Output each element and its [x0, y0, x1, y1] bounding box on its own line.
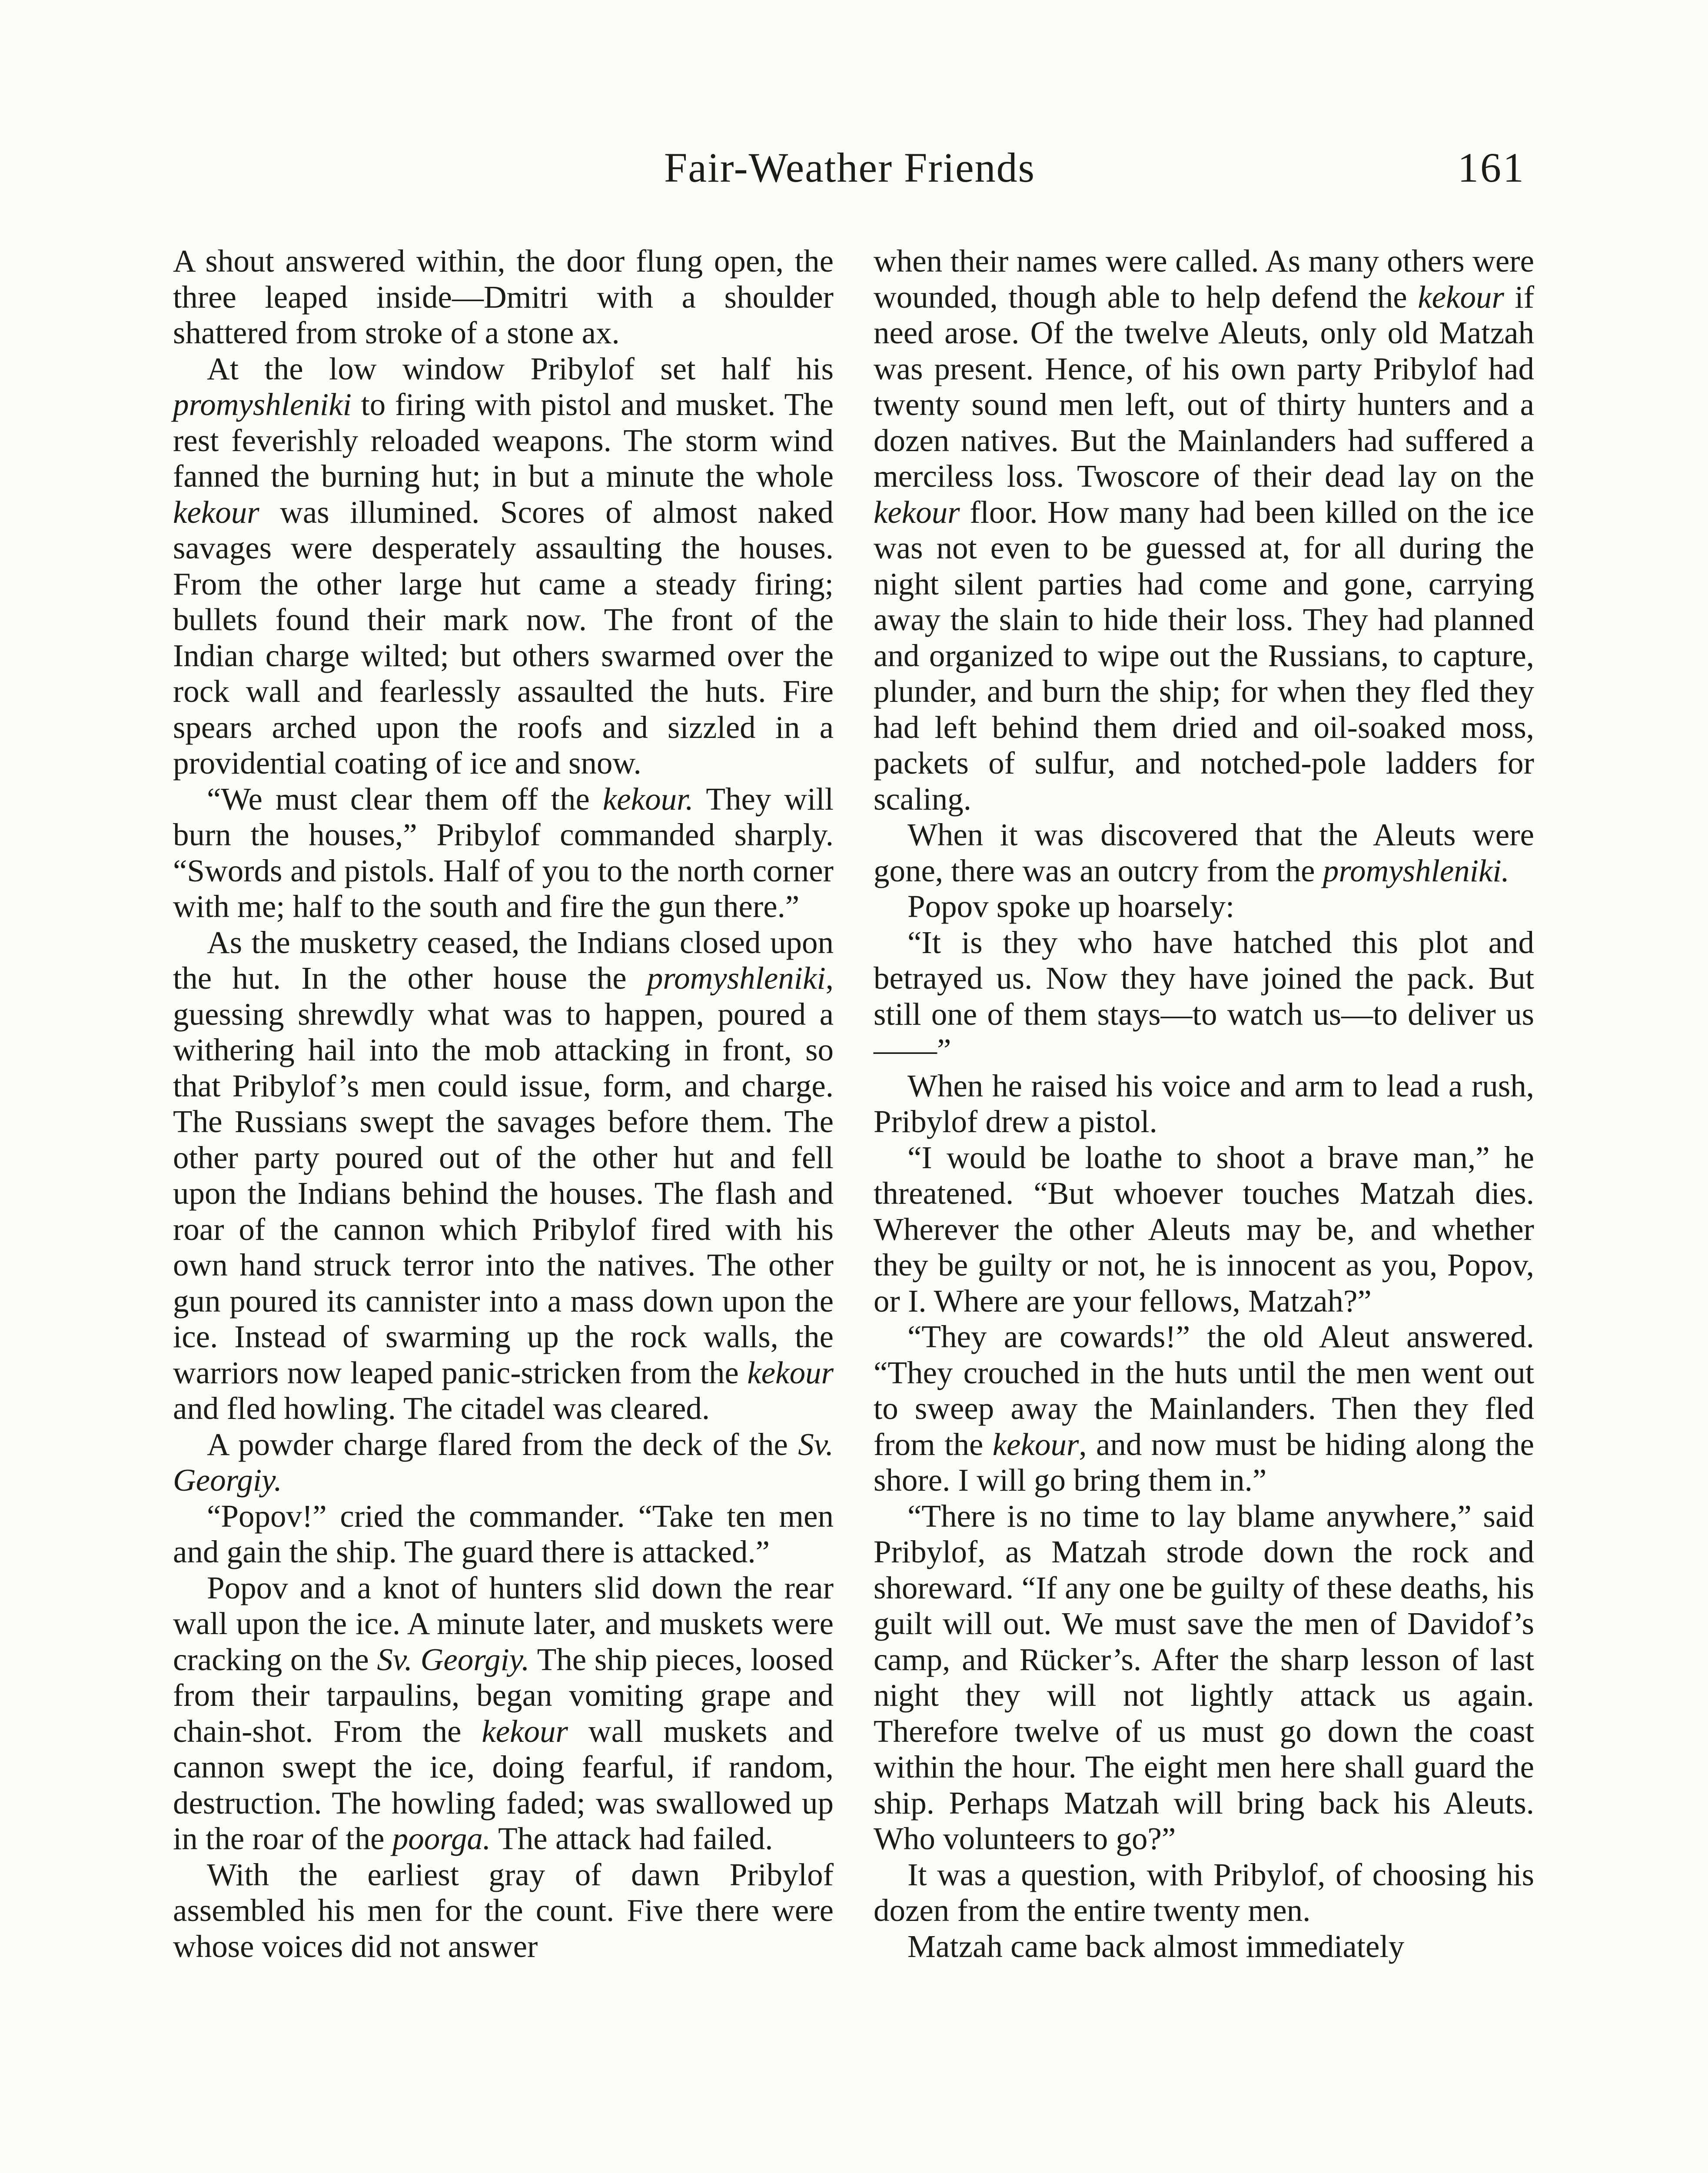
paragraph [874, 889, 1534, 925]
paragraph [874, 1068, 1534, 1140]
text-run: to firing with pistol and musket. The rest feverishly reloaded weapons. The storm wind fanned the burning hut; in but a minute the whole [173, 387, 834, 494]
paragraph [173, 925, 834, 1427]
italic-text: kekour [874, 494, 960, 530]
text-run: “There is no time to lay blame anywhere,” said Pribylof, as Matzah strode down the rock and shoreward. “If any one be guilty of these deaths, his guilt will out. We must save the men of Davidof’s camp, and Rücker’s. After the sharp lesson of last night they will not lightly attack us again. Therefore twelve of us must go down the coast within the hour. The eight men here shall guard the ship. Perhaps Matzah will bring back his Aleuts. Who volunteers to go?” [874, 1498, 1534, 1856]
text-run: Popov spoke up hoarsely: [907, 889, 1235, 924]
paragraph [173, 243, 834, 351]
text-run: The ship pieces, loosed from their tarpaulins, began vomiting grape and chain-shot. From the [173, 1641, 834, 1749]
text-run: and fled howling. The citadel was cleared. [173, 1391, 710, 1426]
paragraph [874, 925, 1534, 1068]
text-run: A shout answered within, the door flung open, the three leaped inside—Dmitri with a shoulder shattered from stroke of a stone ax. [173, 243, 834, 350]
text-run: when their names were called. As many others were wounded, though able to help defend the [874, 243, 1534, 315]
text-run: It was a question, with Pribylof, of choosing his dozen from the entire twenty men. [874, 1857, 1534, 1928]
text-run: A powder charge flared from the deck of the [207, 1426, 798, 1462]
text-run: “We must clear them off the [207, 781, 603, 817]
text-run: floor. How many had been killed on the ice was not even to be guessed at, for all during the night silent parties had come and gone, carrying away the slain to hide their loss. They had planned and organized to wipe out the Russians, to capture, plunder, and burn the ship; for when they fled they had left behind them dried and oil-soaked moss, packets of sulfur, and notched-pole ladders for scaling. [874, 494, 1534, 817]
text-run: As the musketry ceased, the Indians closed upon the hut. In the other house the [173, 924, 834, 996]
paragraph [173, 1427, 834, 1499]
paragraph [874, 243, 1534, 817]
text-run: Matzah came back almost immediately [907, 1928, 1405, 1964]
italic-text: kekour [1418, 279, 1504, 315]
italic-text: kekour [992, 1426, 1079, 1462]
text-run: wall muskets and cannon swept the ice, doing fearful, if random, destruction. The howling faded; was swallowed up in the roar of the [173, 1713, 834, 1856]
running-head [174, 143, 1525, 213]
paragraph [173, 1857, 834, 1965]
italic-text: poorga. [392, 1821, 491, 1856]
right-text-column [874, 243, 1534, 1964]
text-run: With the earliest gray of dawn Pribylof assembled his men for the count. Five there were whose voices did not answer [173, 1857, 834, 1964]
italic-text: kekour [173, 494, 259, 530]
italic-text: promyshleniki. [1323, 853, 1509, 888]
italic-text: kekour [482, 1713, 568, 1749]
text-run: if need arose. Of the twelve Aleuts, only old Matzah was present. Hence, of his own party Pribylof had twenty sound men left, out of thirty hunters and a dozen natives. But the Mainlanders had suffered a merciless loss. Twoscore of their dead lay on the [874, 279, 1535, 494]
italic-text: kekour [747, 1355, 834, 1390]
italic-text: Sv. Georgiy. [377, 1641, 530, 1677]
paragraph [173, 1499, 834, 1570]
text-run: “They are cowards!” the old Aleut answered. “They crouched in the huts until the men went out to sweep away the Mainlanders. Then they fled from the [874, 1319, 1534, 1462]
paragraph [874, 1857, 1534, 1929]
paragraph [874, 1499, 1534, 1857]
text-run: “Popov!” cried the commander. “Take ten men and gain the ship. The guard there is attacked.” [173, 1498, 834, 1569]
italic-text: promyshleniki [173, 387, 352, 422]
text-run: , guessing shrewdly what was to happen, poured a withering hail into the mob attacking in front, so that Pribylof’s men could issue, form, and charge. The Russians swept the savages before them. The other party poured out of the other hut and fell upon the Indians behind the houses. The flash and roar of the cannon which Pribylof fired with his own hand struck terror into the natives. The other gun poured its cannister into a mass down upon the ice. Instead of swarming up the rock walls, the warriors now leaped panic-stricken from the [173, 960, 834, 1390]
text-run: They will burn the houses,” Pribylof commanded sharply. “Swords and pistols. Half of you to the north corner with me; half to the south and fire the gun there.” [173, 781, 834, 924]
paragraph [874, 1929, 1534, 1965]
left-text-column [173, 243, 834, 1964]
paragraph [173, 351, 834, 781]
text-run: The attack had failed. [491, 1821, 773, 1856]
text-run: At the low window Pribylof set half his [207, 351, 834, 386]
text-run: , and now must be hiding along the shore. I will go bring them in.” [874, 1426, 1534, 1498]
text-run: When he raised his voice and arm to lead a rush, Pribylof drew a pistol. [874, 1068, 1534, 1139]
text-run: Popov and a knot of hunters slid down the rear wall upon the ice. A minute later, and muskets were cracking on the [173, 1570, 834, 1677]
text-run: “It is they who have hatched this plot and betrayed us. Now they have joined the pack. But still one of them stays—to watch us—to deliver us——” [874, 924, 1534, 1067]
italic-text: kekour. [602, 781, 694, 817]
paragraph [874, 1140, 1534, 1319]
page-number: 161 [1458, 144, 1525, 191]
text-run: was illumined. Scores of almost naked savages were desperately assaulting the houses. From the other large hut came a steady firing; bullets found their mark now. The front of the Indian charge wilted; but others swarmed over the rock wall and fearlessly assaulted the huts. Fire spears arched upon the roofs and sizzled in a providential coating of ice and snow. [173, 494, 834, 781]
italic-text: promyshleniki [647, 960, 826, 996]
paragraph [874, 1319, 1534, 1499]
text-run: When it was discovered that the Aleuts were gone, there was an outcry from the [874, 817, 1534, 888]
italic-text: Sv. Georgiy. [173, 1426, 834, 1498]
running-title: Fair-Weather Friends [664, 144, 1036, 191]
paragraph [173, 781, 834, 925]
text-run: “I would be loathe to shoot a brave man,” he threatened. “But whoever touches Matzah dies. Wherever the other Aleuts may be, and whether they be guilty or not, he is innocent as you, Popov, or I. Where are your fellows, Matzah?” [874, 1140, 1534, 1319]
paragraph [874, 817, 1534, 889]
paragraph [173, 1570, 834, 1857]
